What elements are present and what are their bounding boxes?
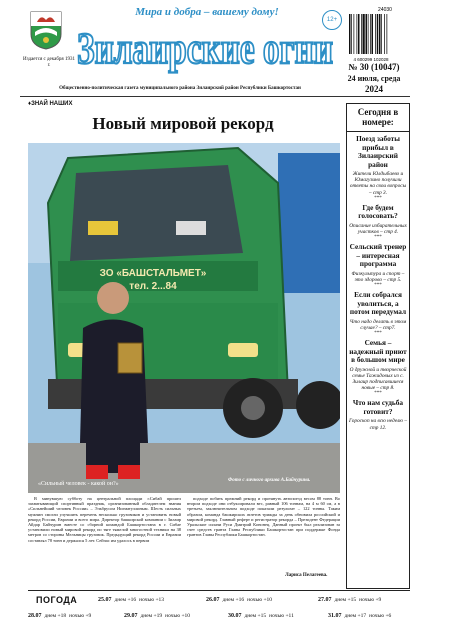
barcode-bar xyxy=(363,14,365,54)
barcode xyxy=(347,5,395,65)
contents-item-desc: Жители Юлдыбаево и Юмагузино получили ответы на свои вопросы – стр 3. xyxy=(349,171,407,196)
barcode-bar xyxy=(375,14,376,54)
barcode-bar xyxy=(361,14,362,54)
article-rubric-label: ЗНАЙ НАШИХ xyxy=(31,101,73,107)
contents-separator: *** xyxy=(374,331,382,337)
contents-item-title: Если собрался уволиться, а потом передумал xyxy=(349,290,407,317)
weather-day xyxy=(328,613,394,619)
weather-day-temp: днем +16 xyxy=(222,597,245,603)
weather-date: 28.07 xyxy=(28,613,42,619)
contents-item-desc: Физкультура и спорт – это здорово – стр 5. xyxy=(351,270,405,283)
article-author: Лариса Пелагеева. xyxy=(285,573,328,578)
barcode-bar xyxy=(377,14,379,54)
weather-night-temp: ночью +11 xyxy=(269,613,294,619)
barcode-bar xyxy=(358,14,360,54)
contents-header: Сегодня в номере: xyxy=(347,104,409,132)
contents-item-title: Где будем голосовать? xyxy=(358,202,398,221)
weather-day-temp: днем +16 xyxy=(114,597,137,603)
newspaper-title-text: Зилаирские огни xyxy=(77,24,333,73)
contents-item[interactable] xyxy=(347,132,409,196)
issue-info xyxy=(340,62,408,95)
weather-day xyxy=(228,613,297,619)
weather-day xyxy=(28,613,94,619)
weather-night-temp: ночью +6 xyxy=(369,613,392,619)
age-rating-badge: 12+ xyxy=(322,10,342,30)
photo-caption-left: «Сильный человек - какой он?» xyxy=(38,481,119,487)
contents-separator: *** xyxy=(374,235,382,241)
weather-date: 29.07 xyxy=(124,613,138,619)
barcode-bar xyxy=(354,14,355,54)
barcode-bar xyxy=(387,14,388,54)
contents-item[interactable] xyxy=(347,288,409,331)
contents-item-title: Поезд заботы прибыл в Зилаирский район xyxy=(356,134,400,169)
contents-separator: *** xyxy=(374,391,382,397)
contents-item-desc: Гороскоп на всю неделю – стр 12. xyxy=(349,418,407,431)
barcode-bar xyxy=(357,14,358,54)
weather-day-temp: днем +15 xyxy=(244,613,267,619)
barcode-bar xyxy=(349,14,351,54)
weather-strip xyxy=(28,590,410,626)
article-rubric: ♦ЗНАЙ НАШИХ xyxy=(28,101,73,107)
issue-date: 24 июля, среда xyxy=(347,74,401,83)
barcode-bar xyxy=(384,14,385,54)
weather-date: 30.07 xyxy=(228,613,242,619)
contents-item[interactable] xyxy=(347,336,409,391)
newspaper-title xyxy=(74,17,336,75)
barcode-bar xyxy=(379,14,381,54)
barcode-bar xyxy=(366,14,368,54)
slogan: Мира и добра – вашему дому! xyxy=(135,6,279,18)
article-column-1 xyxy=(28,496,181,576)
founded-note: Издается с декабря 1931 г. xyxy=(23,57,75,68)
contents-item-title: Что нам судьба готовит? xyxy=(352,398,404,416)
weather-day xyxy=(98,597,167,603)
contents-item-title: Сельский тренер – интересная программа xyxy=(349,242,407,269)
barcode-issue-code: 24030 xyxy=(378,7,392,13)
contents-item-title: Семья – надежный приют в большом мире xyxy=(349,338,407,365)
contents-item-desc: Описание избирательных участков – стр 4. xyxy=(349,222,407,236)
article-text-1: В минувшую субботу на центральной площади г.Сибай прошел захватывающий спортивный праздник, организованный обладателем звания «Сильнейший человек России» – Эльбрусом Нигматуллиным. Шесть сильных мужчин смогли улучшить перечень несколько грузовиков и установить новый рекорд России, Евразии и всего мира. Директор башкирской компании с Зилаир Айдар Байчурин вместе со сборной командой Башкортостана в г. Сибае установили новый мировой рекорд по тяге тяжелой многостной техники на 38 метров со стороны Мельницы грузовик. Предыдущий рекорд России и Евразии составлял 78 тонн и держался 5 лет. Сейчас им удалось в первом xyxy=(28,496,181,543)
weather-night-temp: ночью +10 xyxy=(165,613,191,619)
weather-night-temp: ночью +9 xyxy=(359,597,382,603)
article-headline: Новый мировой рекорд xyxy=(92,114,274,133)
photo-credit: Фото с личного архива А.Байчурина. xyxy=(228,478,311,483)
weather-day-temp: днем +18 xyxy=(44,613,67,619)
article-text-2: подходе побить прежний рекорд и протянуть автопоезд весом 88 тонн. Во втором подходе они отбуксировали вес, равный 106 тоннам, на 4 м 60 см, а в третьем, заключительном подходе показали результат – 122 тонны. Таким образом, команда башкирских атлетов трижды за день обновила российский и мировой рекорд. Главный реферт и регистратор рекорда – Президент Федерации Уральские силачи Руси Дмитрий Кононец. Данный проект был реализован за счет средств гранта Главы Республики Башкортостан при поддержке Фонда грантов Главы Республики Башкортостан. xyxy=(187,496,340,538)
article-column-2 xyxy=(187,496,340,576)
weather-night-temp: ночью +13 xyxy=(139,597,165,603)
masthead-subtitle: Общественно-политическая газета муниципального района Зилаирский район Республики Башкортостан xyxy=(59,86,301,91)
contents-item[interactable] xyxy=(347,201,409,235)
barcode-bar xyxy=(351,14,352,54)
weather-date: 26.07 xyxy=(206,597,220,603)
masthead xyxy=(0,0,450,100)
weather-day xyxy=(318,597,384,603)
weather-date: 25.07 xyxy=(98,597,112,603)
issue-year: 2024 xyxy=(365,84,383,94)
weather-day-temp: днем +19 xyxy=(140,613,163,619)
contents-item[interactable] xyxy=(347,240,409,283)
truck-text-phone: тел. 2...84 xyxy=(129,281,177,292)
weather-day xyxy=(206,597,275,603)
weather-day-temp: днем +17 xyxy=(344,613,367,619)
barcode-bar xyxy=(381,14,382,54)
weather-day xyxy=(124,613,193,619)
barcode-bar xyxy=(370,14,371,54)
contents-item-desc: Что надо делать в этом случае? – стр7. xyxy=(349,318,407,331)
article-photo xyxy=(28,143,340,493)
weather-night-temp: ночью +10 xyxy=(247,597,273,603)
barcode-bar xyxy=(368,14,369,54)
truck-text-company: ЗО «БАШСТАЛЬМЕТ» xyxy=(99,268,207,279)
weather-date: 27.07 xyxy=(318,597,332,603)
contents-item[interactable] xyxy=(347,396,409,430)
masthead-divider xyxy=(20,96,410,97)
contents-item-desc: О дружной и творческой семье Тажидовых из с. Зилаир подписавшиеся новые – стр 8. xyxy=(349,366,407,392)
contents-separator: *** xyxy=(374,195,382,201)
barcode-digits: 4 600299 102028 xyxy=(353,57,389,62)
weather-night-temp: ночью +9 xyxy=(69,613,92,619)
weather-title: ПОГОДА xyxy=(36,595,78,605)
contents-sidebar xyxy=(346,103,410,589)
district-crest-icon xyxy=(29,10,63,50)
article-body xyxy=(28,496,340,576)
contents-separator: *** xyxy=(374,283,382,289)
weather-day-temp: днем +15 xyxy=(334,597,357,603)
weather-date: 31.07 xyxy=(328,613,342,619)
issue-number: № 30 (10047) xyxy=(348,62,400,72)
barcode-bar xyxy=(372,14,374,54)
